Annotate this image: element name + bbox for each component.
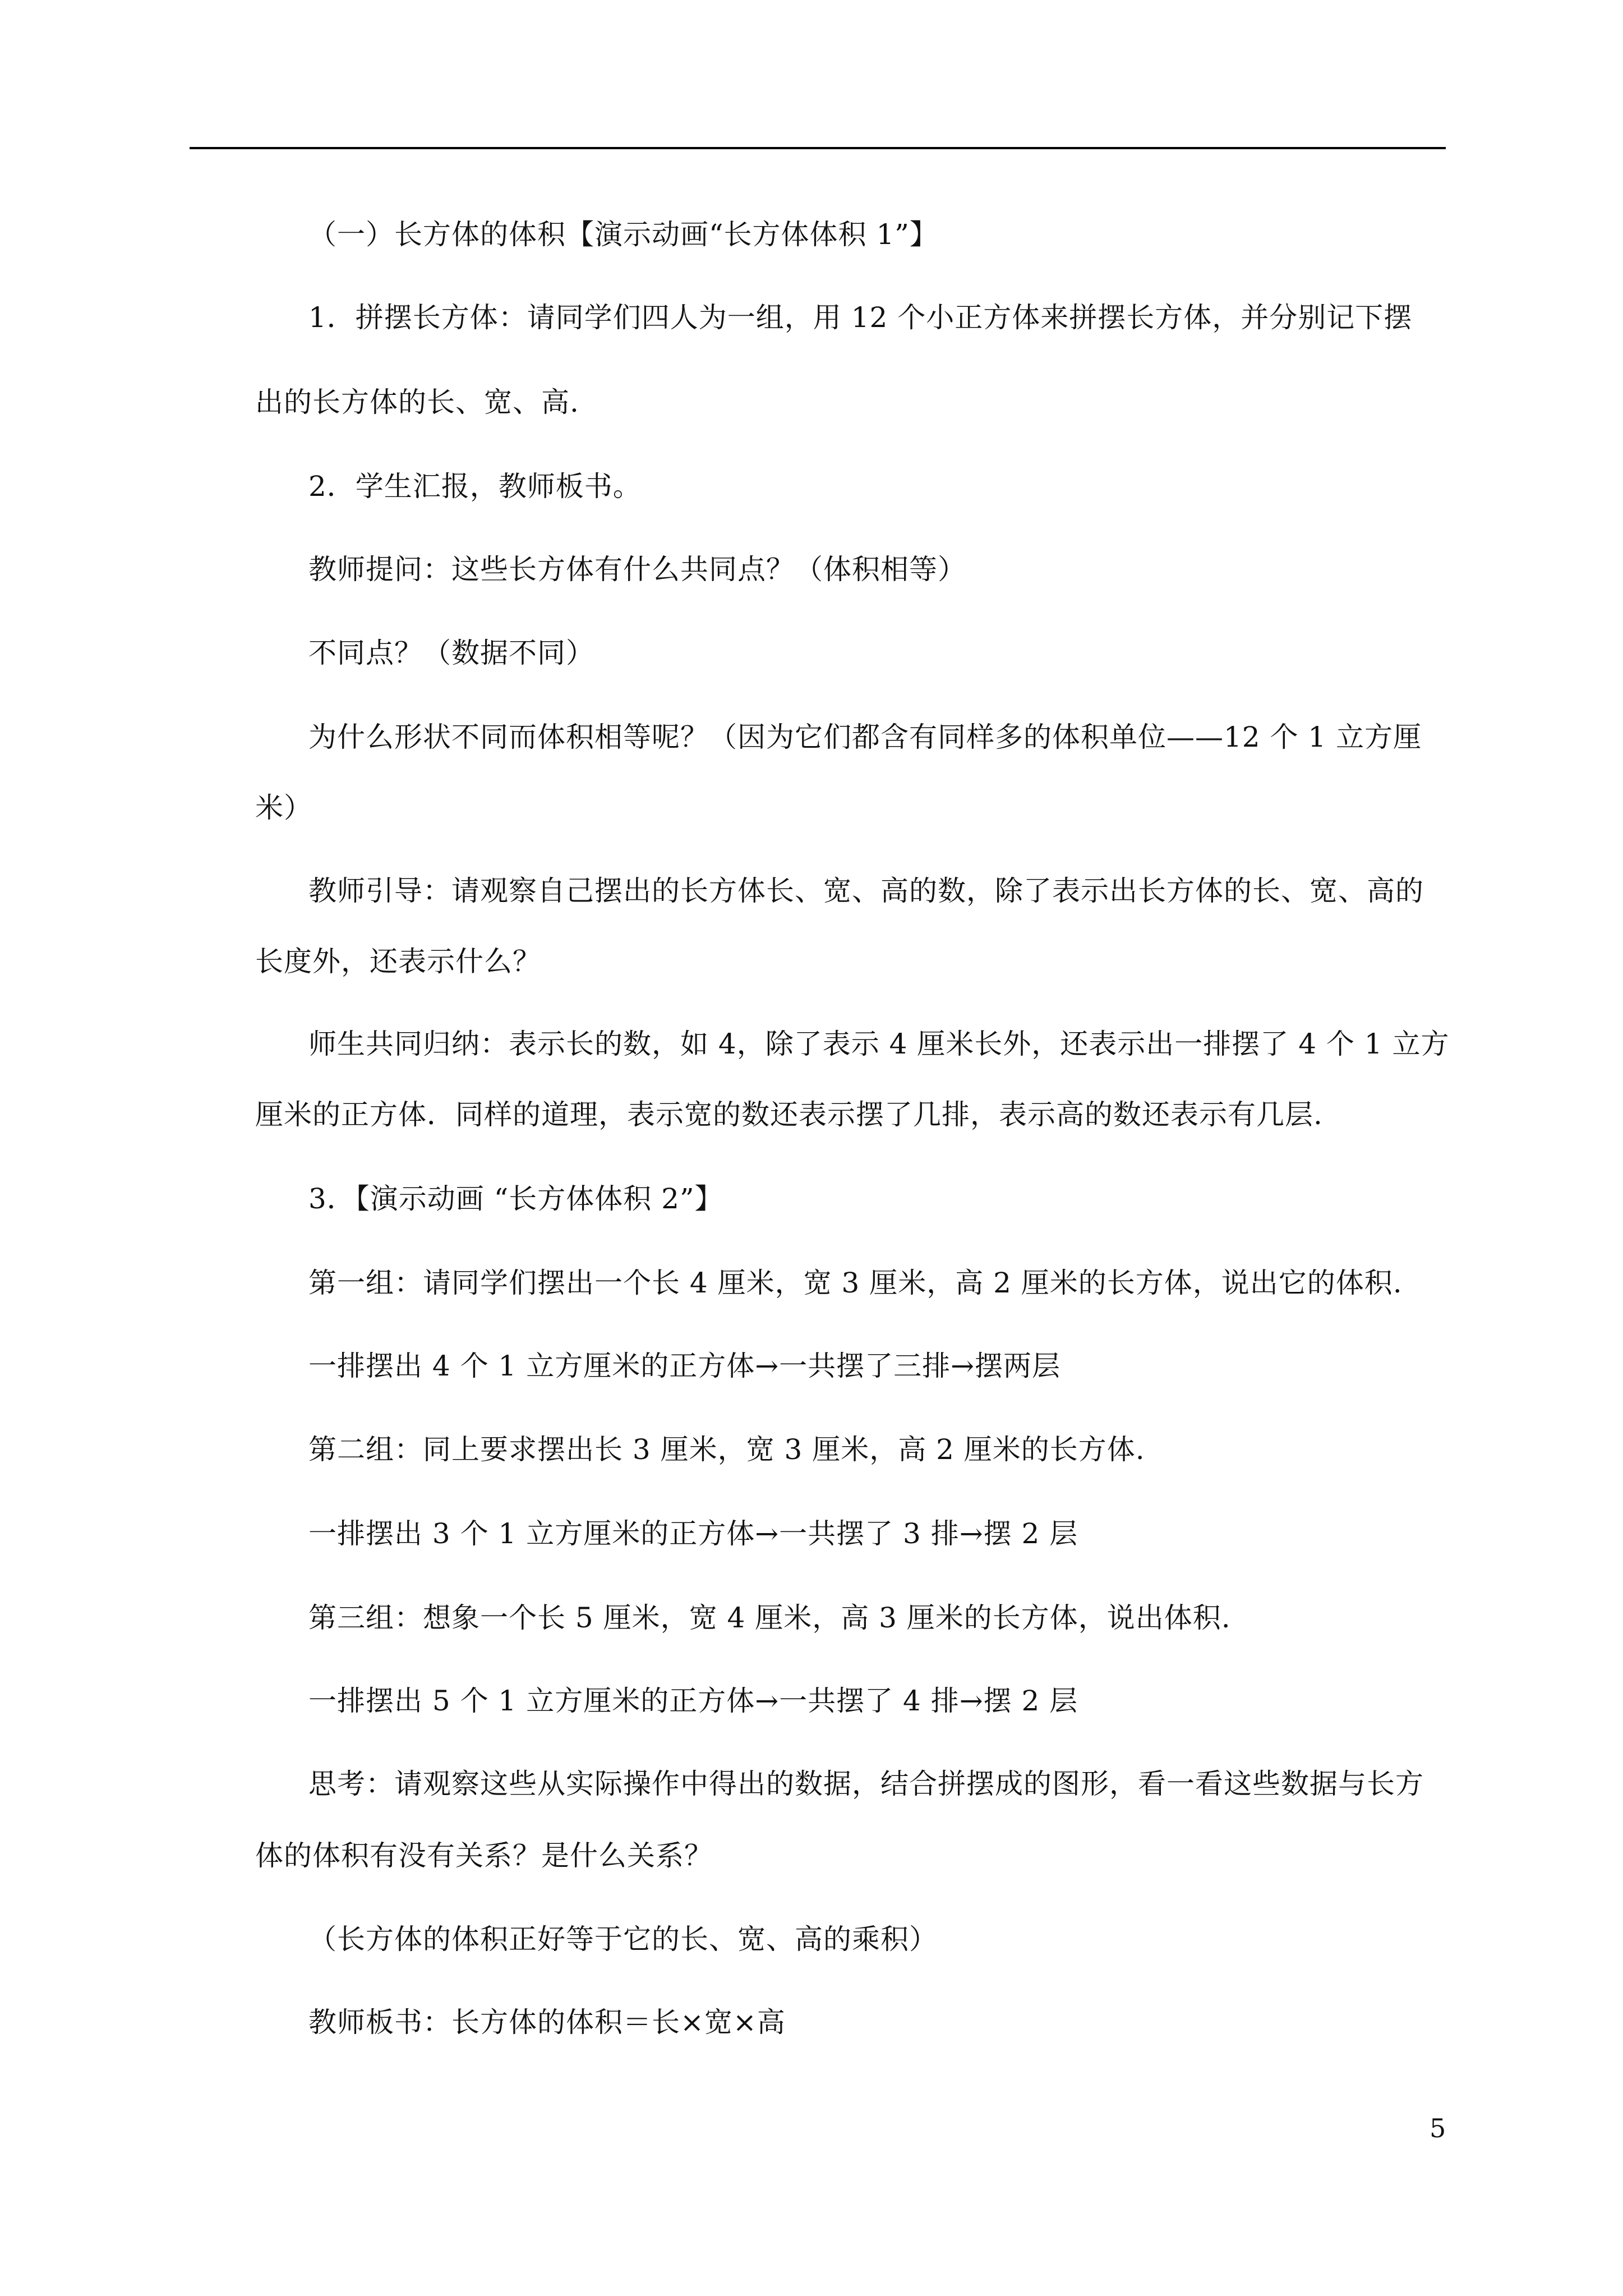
paragraph-line: 厘米的正方体．同样的道理，表示宽的数还表示摆了几排，表示高的数还表示有几层. bbox=[255, 1098, 1323, 1131]
paragraph-line: 2．学生汇报，教师板书。 bbox=[308, 470, 642, 503]
paragraph-line: 出的长方体的长、宽、高. bbox=[255, 386, 579, 418]
paragraph-line: 师生共同归纳：表示长的数，如 4，除了表示 4 厘米长外，还表示出一排摆了 4 个 1 立方 bbox=[308, 1028, 1450, 1060]
paragraph-line: 教师板书：长方体的体积＝长×宽×高 bbox=[308, 2006, 786, 2039]
paragraph-line: 3．【演示动画 “长方体体积 2”】 bbox=[308, 1182, 723, 1215]
page-body bbox=[255, 0, 1450, 2296]
paragraph-line: 第一组：请同学们摆出一个长 4 厘米，宽 3 厘米，高 2 厘米的长方体，说出它的体积. bbox=[308, 1267, 1403, 1299]
paragraph-line: 第三组：想象一个长 5 厘米，宽 4 厘米，高 3 厘米的长方体，说出体积. bbox=[308, 1602, 1231, 1634]
paragraph-line: 一排摆出 3 个 1 立方厘米的正方体→一共摆了 3 排→摆 2 层 bbox=[308, 1517, 1078, 1550]
paragraph-line: 一排摆出 5 个 1 立方厘米的正方体→一共摆了 4 排→摆 2 层 bbox=[308, 1685, 1078, 1717]
section-heading: （一）长方体的体积【演示动画“长方体体积 1”】 bbox=[308, 218, 938, 251]
paragraph-line: 为什么形状不同而体积相等呢？（因为它们都含有同样多的体积单位——12 个 1 立方厘 bbox=[308, 721, 1422, 753]
paragraph-line: 一排摆出 4 个 1 立方厘米的正方体→一共摆了三排→摆两层 bbox=[308, 1350, 1061, 1382]
paragraph-line: 1．拼摆长方体：请同学们四人为一组，用 12 个小正方体来拼摆长方体，并分别记下摆 bbox=[308, 301, 1413, 334]
paragraph-line: 思考：请观察这些从实际操作中得出的数据，结合拼摆成的图形，看一看这些数据与长方 bbox=[308, 1768, 1424, 1800]
paragraph-line: 体的体积有没有关系？是什么关系？ bbox=[255, 1839, 713, 1872]
paragraph-line: 教师提问：这些长方体有什么共同点？（体积相等） bbox=[308, 553, 966, 586]
paragraph-line: 教师引导：请观察自己摆出的长方体长、宽、高的数，除了表示出长方体的长、宽、高的 bbox=[308, 875, 1424, 907]
paragraph-line: 长度外，还表示什么？ bbox=[255, 945, 541, 978]
paragraph-line: （长方体的体积正好等于它的长、宽、高的乘积） bbox=[308, 1923, 938, 1955]
paragraph-line: 米） bbox=[255, 792, 312, 824]
paragraph-line: 不同点？（数据不同） bbox=[308, 637, 594, 669]
page-number: 5 bbox=[1430, 2113, 1446, 2143]
paragraph-line: 第二组：同上要求摆出长 3 厘米，宽 3 厘米，高 2 厘米的长方体. bbox=[308, 1433, 1145, 1466]
